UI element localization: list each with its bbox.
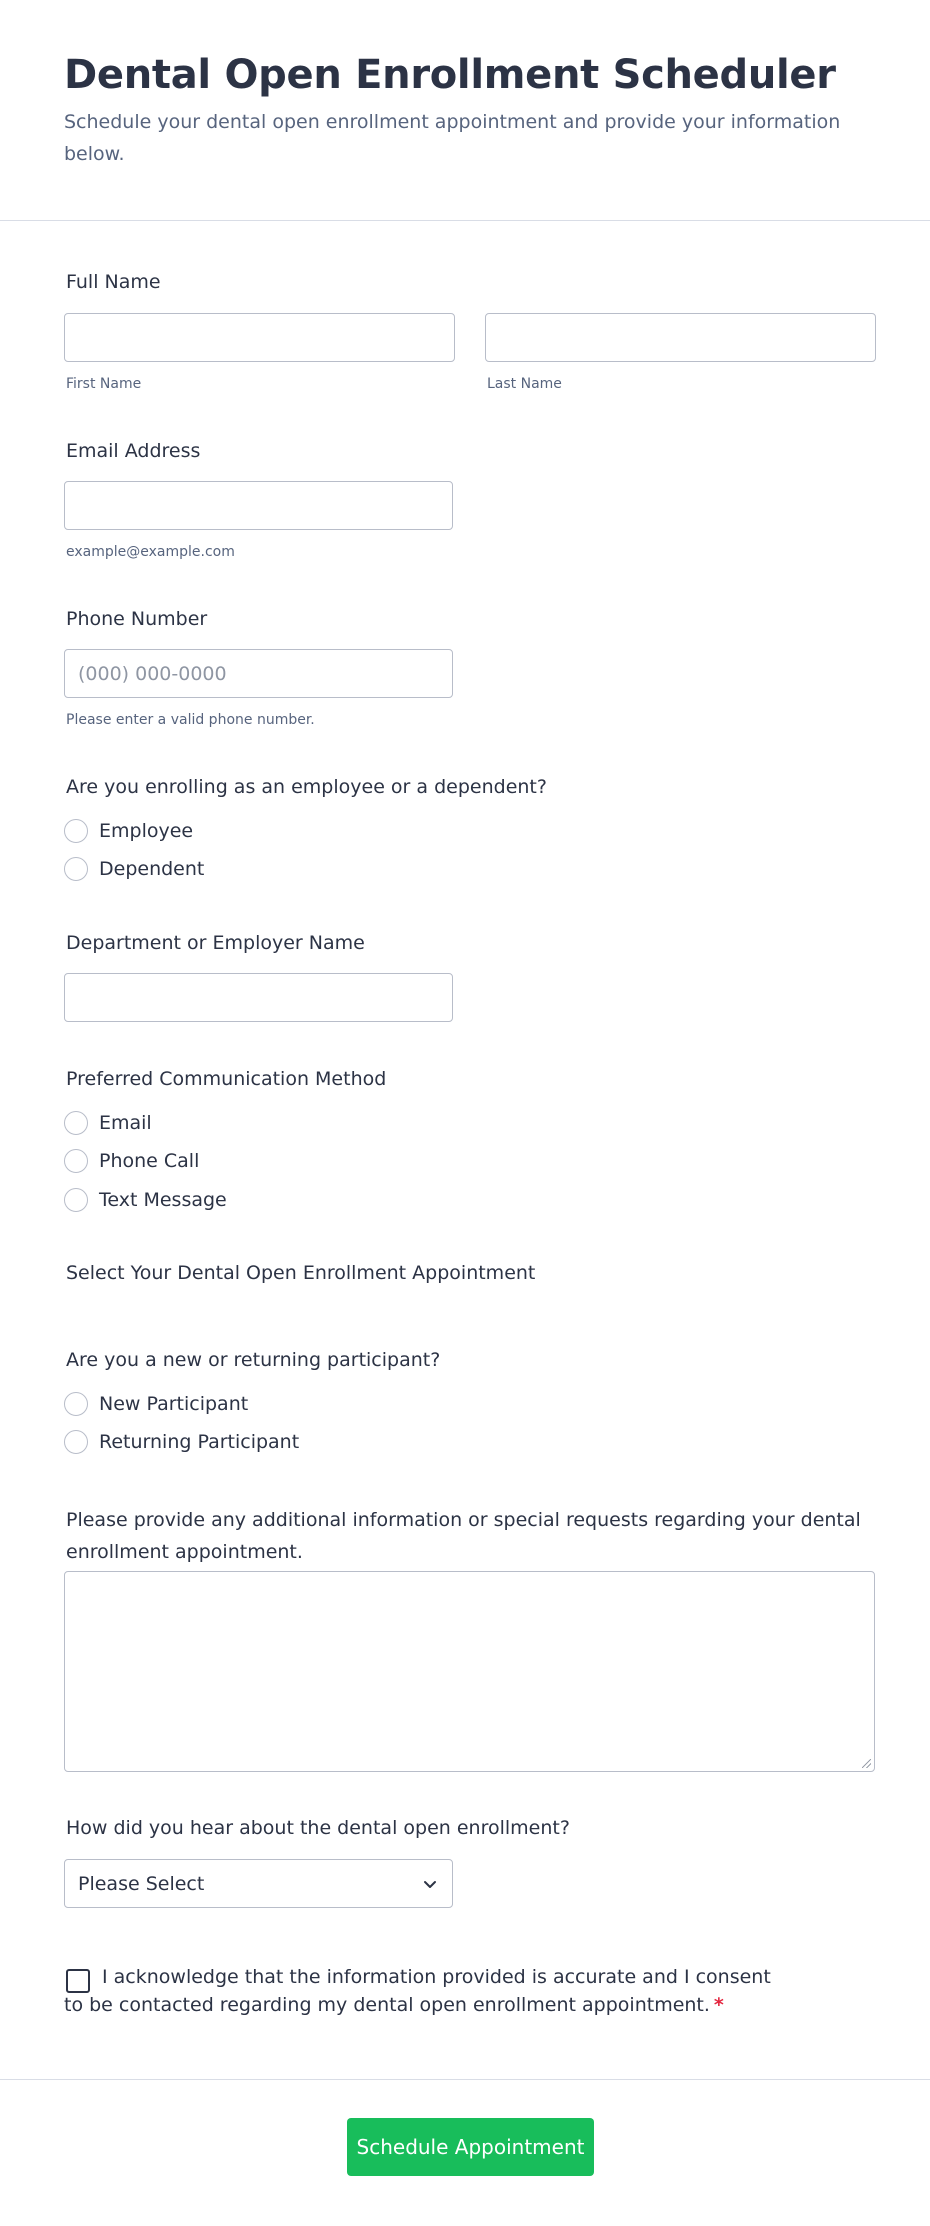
- first-name-sublabel: First Name: [66, 376, 142, 392]
- communication-label: Preferred Communication Method: [66, 1068, 387, 1090]
- radio-label: Phone Call: [99, 1150, 200, 1172]
- participant-label: Are you a new or returning participant?: [66, 1349, 441, 1371]
- radio-option-employee[interactable]: [64, 818, 193, 844]
- select-value: Please Select: [78, 1872, 205, 1895]
- phone-label: Phone Number: [66, 608, 208, 630]
- last-name-input[interactable]: [485, 313, 876, 362]
- footer-divider: [0, 2079, 930, 2080]
- form-header: [0, 0, 930, 221]
- schedule-appointment-button[interactable]: Schedule Appointment: [347, 2118, 594, 2176]
- additional-info-textarea[interactable]: [64, 1571, 875, 1772]
- radio-button[interactable]: [64, 1188, 88, 1212]
- radio-option-text-message[interactable]: [64, 1187, 227, 1213]
- required-mark: *: [713, 1994, 724, 2016]
- department-input[interactable]: [64, 973, 453, 1022]
- radio-option-phone-call[interactable]: [64, 1148, 199, 1174]
- page-subtitle: Schedule your dental open enrollment appointment and provide your information below.: [64, 111, 841, 165]
- radio-option-email[interactable]: [64, 1110, 152, 1136]
- email-sublabel: example@example.com: [66, 544, 235, 560]
- heard-about-select[interactable]: [64, 1859, 453, 1908]
- radio-label: Text Message: [99, 1189, 227, 1211]
- radio-option-returning-participant[interactable]: [64, 1429, 299, 1455]
- radio-button[interactable]: [64, 1392, 88, 1416]
- radio-label: Email: [99, 1112, 152, 1134]
- phone-input[interactable]: [64, 649, 453, 698]
- radio-option-new-participant[interactable]: [64, 1391, 248, 1417]
- enroll-type-label: Are you enrolling as an employee or a dependent?: [66, 776, 547, 798]
- consent-label: I acknowledge that the information provided is accurate and I consent to be contacted regarding my dental open enrollment appointment.: [64, 1966, 771, 2016]
- last-name-sublabel: Last Name: [487, 376, 562, 392]
- radio-button[interactable]: [64, 1149, 88, 1173]
- resize-grip-icon[interactable]: [862, 1759, 871, 1768]
- full-name-label: Full Name: [66, 271, 161, 293]
- radio-label: Employee: [99, 820, 194, 842]
- radio-label: Dependent: [99, 858, 205, 880]
- radio-button[interactable]: [64, 819, 88, 843]
- appointment-label: Select Your Dental Open Enrollment Appointment: [66, 1262, 536, 1284]
- radio-label: Returning Participant: [99, 1431, 300, 1453]
- department-label: Department or Employer Name: [66, 932, 365, 954]
- phone-sublabel: Please enter a valid phone number.: [66, 712, 315, 728]
- radio-label: New Participant: [99, 1393, 249, 1415]
- first-name-input[interactable]: [64, 313, 455, 362]
- email-input[interactable]: [64, 481, 453, 530]
- radio-option-dependent[interactable]: [64, 856, 204, 882]
- page-title: Dental Open Enrollment Scheduler: [64, 52, 836, 98]
- chevron-down-icon: [421, 1875, 439, 1893]
- radio-button[interactable]: [64, 1111, 88, 1135]
- radio-button[interactable]: [64, 857, 88, 881]
- consent-text: [64, 1963, 794, 2019]
- radio-button[interactable]: [64, 1430, 88, 1454]
- heard-about-label: How did you hear about the dental open enrollment?: [66, 1817, 570, 1839]
- additional-info-label: Please provide any additional information or special requests regarding your dental enrollment appointment.: [66, 1509, 861, 1563]
- email-label: Email Address: [66, 440, 201, 462]
